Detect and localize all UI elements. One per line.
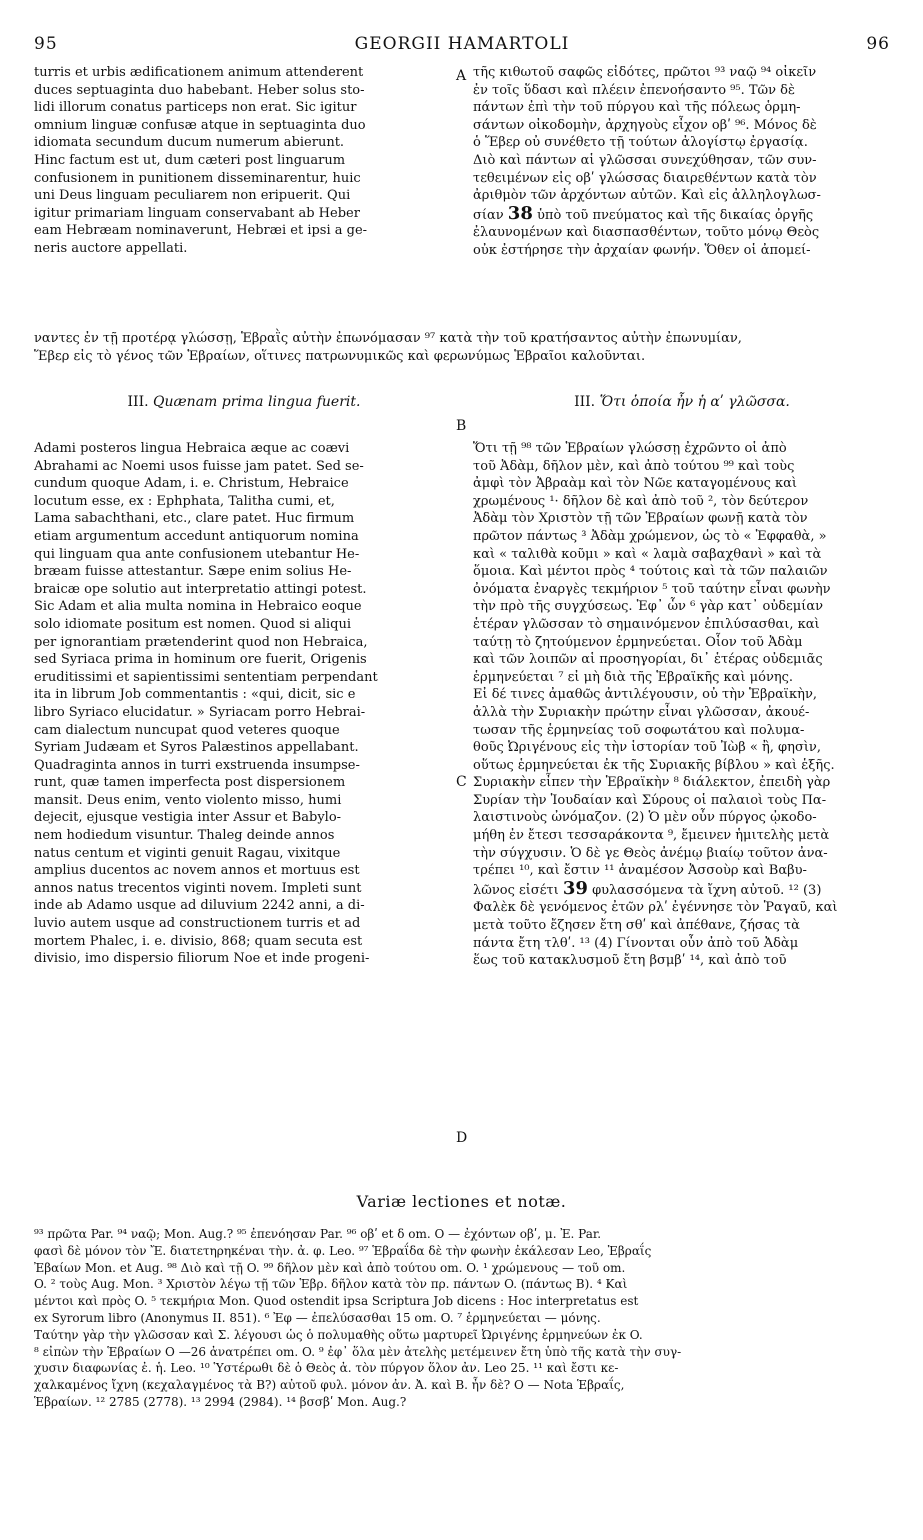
- margin-letter-c: C: [456, 774, 467, 790]
- margin-letter-a: A: [456, 68, 467, 84]
- greek-paragraph-top-a: τῆς κιθωτοῦ σαφῶς εἰδότες, πρῶτοι ⁹³ ναῷ ⁹⁴ οἰκεῖν ἐν τοῖς ὕδασι καὶ πλέειν ἐπενοήσαντο ⁹⁵. Τῶν δὲ πάντων ἐπὶ τὴν τοῦ πύργου καὶ τῆς πόλεως ὁρμη- σάντων οἰκοδομὴν, ἀρχηγοὺς εἶχον οβʹ ⁹⁶. Μόνος δὲ ὁ Ἕβερ οὐ συνέθετο τῇ τούτων ἀλογίστῳ ἐργασίᾳ. Διὸ καὶ πάντων αἱ γλῶσσαι συνεχύθησαν, τῶν συν- τεθειμένων εἰς οβʹ γλώσσας διαιρεθέντων κατὰ τὸν ἀριθμὸν τῶν ἀρχόντων αὐτῶν. Καὶ εἰς ἀλληλογλωσ- σίαν: [473, 65, 821, 223]
- greek-column-top: [473, 64, 891, 260]
- margin-letter-b: B: [456, 418, 467, 434]
- greek-paragraph-main-b: φυλασσόμενα τὰ ἴχνη αὐτοῦ. ¹² (3) Φαλὲκ δὲ γενόμενος ἐτῶν ρλʹ ἐγέννησε τὸν Ῥαγαῦ, καὶ μετὰ τοῦτο ἔζησεν ἔτη σθʹ καὶ ἀπέθανε, ζήσας τὰ πάντα ἔτη τλθʹ. ¹³ (4) Γίνονται οὖν ἀπὸ τοῦ Ἀδὰμ ἕως τοῦ κατακλυσμοῦ ἔτη βσμβʹ ¹⁴, καὶ ἀπὸ τοῦ: [473, 882, 838, 969]
- running-title: GEORGII HAMARTOLI: [354, 34, 570, 54]
- section-number-greek: III.: [574, 394, 596, 410]
- column-number-39: 39: [562, 877, 588, 899]
- variae-lectiones-title: Variæ lectiones et notæ.: [356, 1192, 567, 1211]
- latin-paragraph-top: turris et urbis ædificationem animum attenderent duces septuaginta duo habebant. Heber solus sto- lidi illorum conatus particeps non erat. Sic igitur omnium linguæ confusæ atque in septuaginta duo idiomata secundum ducum numerum abierunt. Hinc factum est ut, dum cæteri post linguarum confusionem in punitionem disseminarentur, huic uni Deus linguam peculiarem non eripuerit. Qui igitur primariam linguam conservabant ab Heber eam Hebræam nominaverunt, Hebræi et ipsi a ge- neris auctore appellati.: [34, 65, 368, 256]
- latin-column-main: [34, 440, 454, 968]
- section-heading-greek: [473, 394, 891, 410]
- column-number-38: 38: [507, 202, 533, 224]
- footnotes: ⁹³ πρῶτα Par. ⁹⁴ ναῷ; Mon. Aug.? ⁹⁵ ἐπενόησαν Par. ⁹⁶ οβʹ et δ om. O — ἐχόντων οβʹ, μ. Ἐ. Par. φασὶ δὲ μόνον τὸν Ἔ. διατετηρηκέναι τὴν. ἀ. φ. Leo. ⁹⁷ Ἑβραΐδα δὲ τὴν φωνὴν ἐκάλεσαν Leo, Ἑβραΐς Ἐβαίων Mon. et Aug. ⁹⁸ Διὸ καὶ τῇ O. ⁹⁹ δῆλον μὲν καὶ ἀπὸ τούτου om. O. ¹ χρώμενους — τοῦ om. O. ² τοὺς Aug. Mon. ³ Χριστὸν λέγω τῇ τῶν Ἑβρ. δῆλον κατὰ τὸν πρ. πάντων O. (πάντως B). ⁴ Καὶ μέντοι καὶ πρὸς O. ⁵ τεκμήρια Mon. Quod ostendit ipsa Scriptura Job dicens : Hoc interpretatus est ex Syrorum libro (Anonymus II. 851). ⁶ Ἐφ — ἐπελύσασθαι 15 om. O. ⁷ ἑρμηνεύεται — μόνης. Ταύτην γὰρ τὴν γλῶσσαν καὶ Σ. λέγουσι ὡς ὁ πολυμαθὴς οὕτω μαρτυρεῖ Ὠριγένης ἑρμηνεύων ἐκ O. ⁸ εἰπὼν τὴν Ἑβραίων O —26 ἀνατρέπει om. O. ⁹ ἐφ᾽ ὅλα μὲν ἀτελὴς μετέμεινεν ἔτη ὑπὸ τῆς κατὰ τὴν συγ- χυσιν διαφωνίας ἐ. ἡ. Leo. ¹⁰ Ὑστέρωθι δὲ ὁ Θεὸς ἀ. τὸν πύργον ὅλον ἀν. Leo 25. ¹¹ καὶ ἔστι κε- χαλκαμένος ἴχνη (κεχαλαγμένος τὰ B?) αὐτοῦ φυλ. μόνον ἀν. Ἀ. καὶ B. ἦν δὲ? O — Nota Ἑβραΐς, Ἑβραίων. ¹² 2785 (2778). ¹³ 2994 (2984). ¹⁴ βσσβʹ Mon. Aug.?: [34, 1227, 682, 1409]
- latin-paragraph-main: Adami posteros lingua Hebraica æque ac coævi Abrahami ac Noemi usos fuisse jam patet. Sed se- cundum quoque Adam, i. e. Christum, Hebraice locutum esse, ex : Ephphata, Talitha cumi, et, Lama sabachthani, etc., clare patet. Huc firmum etiam argumentum accedunt antiquorum nomina qui linguam qua ante confusionem utebantur He- bræam fuisse attestantur. Sæpe enim solius He- braicæ ope solutio aut interpretatio attingi potest. Sic Adam et alia multa nomina in Hebraico eoque solo idiomate positum est nomen. Quod si aliqui per ignorantiam prætenderint quod non Hebraica, sed Syriaca prima in hominum ore fuerit, Origenis eruditissimi et sapientissimi sententiam perpendant ita in librum Job commentantis : «qui, dicit, sic e libro Syriaco elucidatur. » Syriacam porro Hebrai- cam dialectum nuncupat quod veteres quoque Syriam Judæam et Syros Palæstinos appellabant. Quadraginta annos in turri exstruenda insumpse- runt, quæ tamen imperfecta post dispersionem mansit. Deus enim, vento violento misso, humi dejecit, ejusque vestigia inter Assur et Babylo- nem hodiedum visuntur. Thaleg deinde annos natus centum et viginti genuit Ragau, vixitque amplius ducentos ac novem annos et mortuus est annos natus trecentos viginti novem. Impleti sunt inde ab Adamo usque ad diluvium 2242 anni, a di- luvio autem usque ad constructionem turris et ad mortem Phalec, i. e. divisio, 868; quam secuta est divisio, imo dispersio filiorum Noe et inde progeni-: [34, 441, 378, 967]
- greek-full-width-lines: [34, 330, 890, 365]
- section-title-latin: Quænam prima lingua fuerit.: [153, 394, 361, 410]
- page-number-right: 96: [866, 34, 890, 54]
- greek-full-width-text: ναντες ἐν τῇ προτέρᾳ γλώσσῃ, Ἑβραῒς αὐτὴν ἐπωνόμασαν ⁹⁷ κατὰ τὴν τοῦ κρατήσαντος αὐτὴν ἐπωνυμίαν, Ἕβερ εἰς τὸ γένος τῶν Ἑβραίων, οἵτινες πατρωνυμικῶς καὶ φερωνύμως Ἑβραῖοι καλοῦνται.: [34, 331, 742, 364]
- greek-paragraph-main-a: Ὅτι τῇ ⁹⁸ τῶν Ἑβραίων γλώσσῃ ἐχρῶντο οἱ ἀπὸ τοῦ Ἀδὰμ, δῆλον μὲν, καὶ ἀπὸ τούτου ⁹⁹ καὶ τοὺς ἀμφὶ τὸν Ἀβραὰμ καὶ τὸν Νῶε καταγομένους καὶ χρωμένους ¹· δῆλον δὲ καὶ ἀπὸ τοῦ ², τὸν δεύτερον Ἀδὰμ τὸν Χριστὸν τῇ τῶν Ἑβραίων φωνῇ κατὰ τὸν πρῶτον πάντως ³ Ἀδὰμ χρώμενον, ὡς τὸ « Ἐφφαθὰ, » καὶ « ταλιθὰ κοῦμι » καὶ « λαμὰ σαβαχθανὶ » καὶ τὰ ὅμοια. Καὶ μέντοι πρὸς ⁴ τούτοις καὶ τὰ τῶν παλαιῶν ὀνόματα ἐναργὲς τεκμήριον ⁵ τοῦ ταύτην εἶναι φωνὴν τὴν πρὸ τῆς συγχύσεως. Ἐφ᾽ ὧν ⁶ γὰρ κατ᾽ οὐδεμίαν ἑτέραν γλῶσσαν τὸ σημαινόμενον ἐπιλύσασθαι, καὶ ταύτῃ τὸ ζητούμενον ἑρμηνεύεται. Οἷον τοῦ Ἀδὰμ καὶ τῶν λοιπῶν αἱ προσηγορίαι, δι᾽ ἑτέρας οὐδεμιᾶς ἑρμηνεύεται ⁷ εἰ μὴ διὰ τῆς Ἑβραϊκῆς καὶ μόνης. Εἰ δέ τινες ἀμαθῶς ἀντιλέγουσιν, οὐ τὴν Ἑβραϊκὴν, ἀλλὰ τὴν Συριακὴν πρώτην εἶναι γλῶσσαν, ἀκουέ- τωσαν τῆς ἑρμηνείας τοῦ σοφωτάτου καὶ πολυμα- θοῦς Ὠριγένους εἰς τὴν ἱστορίαν τοῦ Ἰὼβ « ἢ, φησὶν, οὕτως ἑρμηνεύεται ἐκ τῆς Συριακῆς βίβλου » καὶ ἑξῆς. Συριακὴν εἶπεν τὴν Ἑβραϊκὴν ⁸ διάλεκτον, ἐπειδὴ γὰρ Συρίαν τὴν Ἰουδαίαν καὶ Σύρους οἱ παλαιοὶ τοὺς Πα- λαιστινοὺς ὠνόμαζον. (2) Ὁ μὲν οὖν πύργος ᾠκοδο- μήθη ἐν ἔτεσι τεσσαράκοντα ⁹, ἔμεινεν ἡμιτελὴς μετὰ τὴν σύγχυσιν. Ὁ δὲ γε Θεὸς ἀνέμῳ βιαίῳ τοῦτον ἀνα- τρέπει ¹⁰, καὶ ἔστιν ¹¹ ἀναμέσον Ἀσσοὺρ καὶ Βαβυ- λῶνος εἰσέτι: [473, 441, 835, 898]
- section-number-latin: III.: [127, 394, 149, 410]
- page-number-left: 95: [34, 34, 58, 54]
- greek-paragraph-top-b: ὑπὸ τοῦ πνεύματος καὶ τῆς δικαίας ὀργῆς ἐλαυνομένων καὶ διασπασθέντων, τοῦτο μόνῳ Θεὸς οὐκ ἐστήρησε τὴν ἀρχαίαν φωνήν. Ὅθεν οἱ ἀπομεί-: [473, 207, 820, 258]
- margin-letter-d: D: [456, 1130, 468, 1146]
- section-heading-latin: [34, 394, 454, 410]
- running-header: [34, 34, 890, 58]
- greek-column-main: [473, 440, 891, 970]
- section-title-greek: Ὅτι ὁποία ἦν ἡ αʹ γλῶσσα.: [599, 394, 790, 410]
- latin-column-top: [34, 64, 454, 258]
